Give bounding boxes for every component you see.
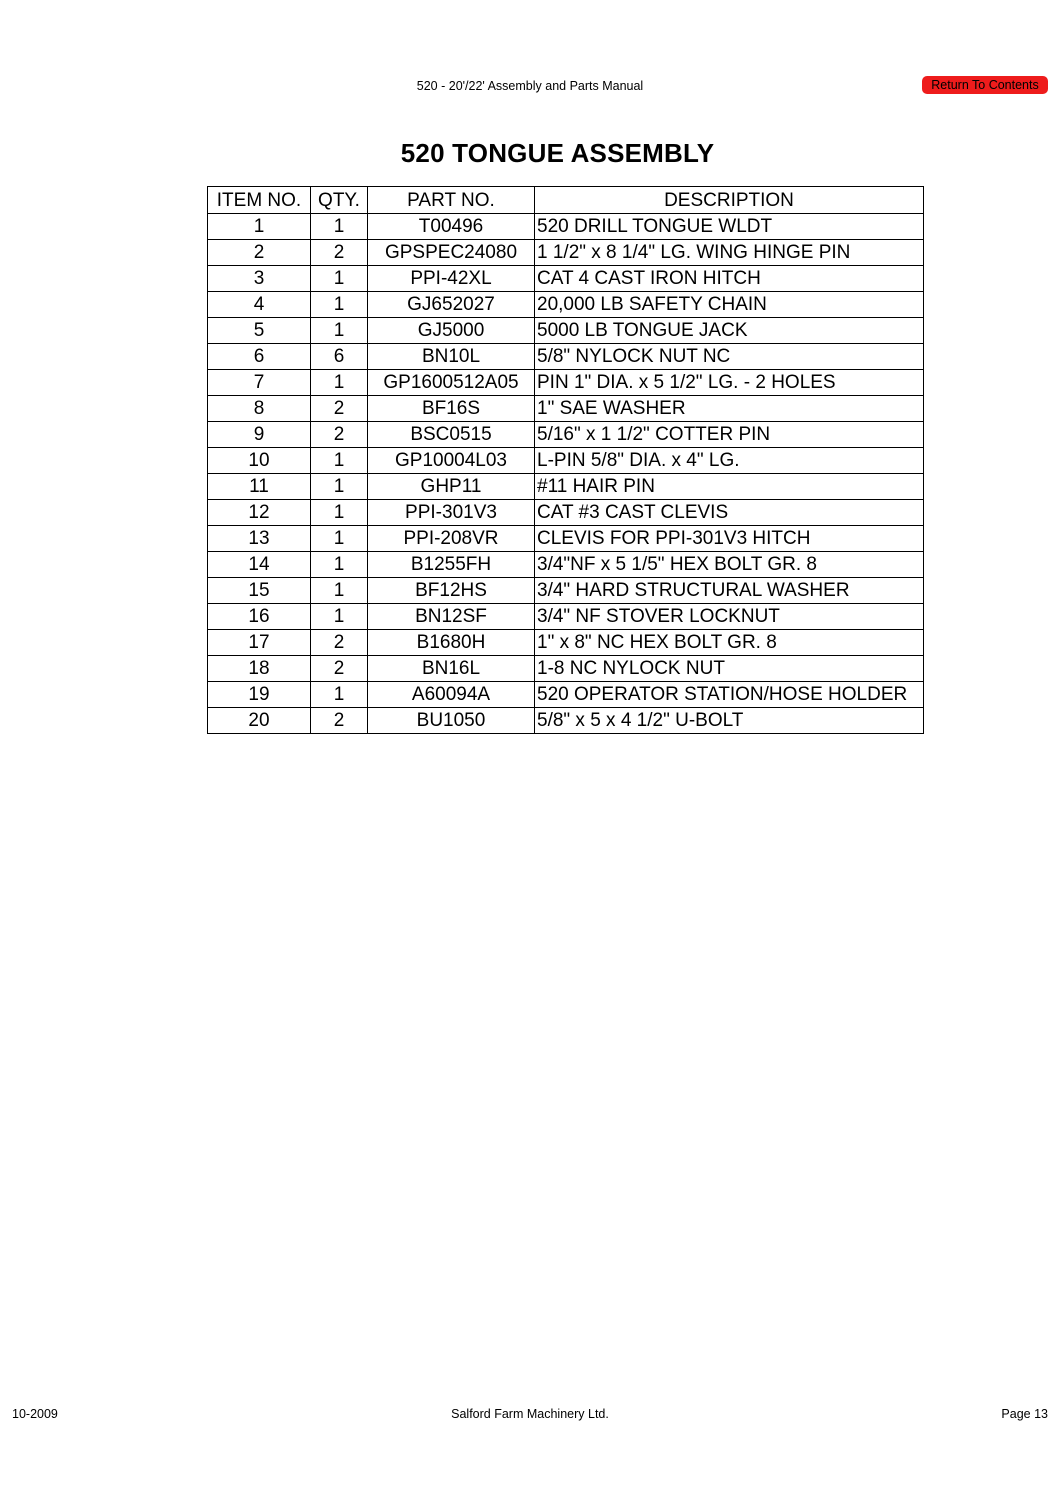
table-row [208, 240, 924, 266]
table-row [208, 500, 924, 526]
part-no-cell: BN16L [368, 656, 535, 682]
table-row [208, 292, 924, 318]
part-no-cell: GP10004L03 [368, 448, 535, 474]
footer-company: Salford Farm Machinery Ltd. [451, 1407, 609, 1421]
qty-cell: 1 [311, 604, 368, 630]
part-no-cell: A60094A [368, 682, 535, 708]
item-no-cell: 18 [208, 656, 311, 682]
qty-cell: 1 [311, 448, 368, 474]
table-row [208, 708, 924, 734]
qty-cell: 1 [311, 526, 368, 552]
description-cell: 1 1/2" x 8 1/4" LG. WING HINGE PIN [535, 240, 924, 266]
table-row [208, 422, 924, 448]
description-cell: 520 OPERATOR STATION/HOSE HOLDER [535, 682, 924, 708]
table-row [208, 526, 924, 552]
footer-page-number: Page 13 [1001, 1407, 1048, 1421]
item-no-cell: 17 [208, 630, 311, 656]
part-no-cell: BU1050 [368, 708, 535, 734]
table-row [208, 578, 924, 604]
qty-cell: 1 [311, 214, 368, 240]
description-cell: 1" x 8" NC HEX BOLT GR. 8 [535, 630, 924, 656]
item-no-cell: 4 [208, 292, 311, 318]
table-row [208, 656, 924, 682]
item-no-cell: 3 [208, 266, 311, 292]
table-row [208, 474, 924, 500]
description-cell: 1-8 NC NYLOCK NUT [535, 656, 924, 682]
description-cell: 3/4" HARD STRUCTURAL WASHER [535, 578, 924, 604]
part-no-cell: PPI-42XL [368, 266, 535, 292]
description-cell: 5000 LB TONGUE JACK [535, 318, 924, 344]
item-no-cell: 14 [208, 552, 311, 578]
footer-date: 10-2009 [12, 1407, 58, 1421]
part-no-cell: PPI-208VR [368, 526, 535, 552]
description-cell: 5/8" NYLOCK NUT NC [535, 344, 924, 370]
part-no-cell: B1680H [368, 630, 535, 656]
part-no-cell: BF16S [368, 396, 535, 422]
description-cell: PIN 1" DIA. x 5 1/2" LG. - 2 HOLES [535, 370, 924, 396]
description-cell: CAT #3 CAST CLEVIS [535, 500, 924, 526]
manual-header-title: 520 - 20'/22' Assembly and Parts Manual [416, 79, 644, 93]
part-no-cell: GP1600512A05 [368, 370, 535, 396]
part-no-cell: BN12SF [368, 604, 535, 630]
qty-cell: 1 [311, 552, 368, 578]
table-row [208, 630, 924, 656]
item-no-cell: 9 [208, 422, 311, 448]
qty-cell: 6 [311, 344, 368, 370]
item-no-cell: 1 [208, 214, 311, 240]
description-cell: 520 DRILL TONGUE WLDT [535, 214, 924, 240]
item-no-cell: 15 [208, 578, 311, 604]
description-cell: 20,000 LB SAFETY CHAIN [535, 292, 924, 318]
parts-table-body [208, 214, 924, 734]
table-row [208, 448, 924, 474]
item-no-cell: 11 [208, 474, 311, 500]
part-no-cell: B1255FH [368, 552, 535, 578]
item-no-cell: 10 [208, 448, 311, 474]
table-row [208, 604, 924, 630]
qty-cell: 1 [311, 500, 368, 526]
table-header-row [208, 187, 924, 214]
qty-cell: 1 [311, 266, 368, 292]
description-cell: 3/4"NF x 5 1/5" HEX BOLT GR. 8 [535, 552, 924, 578]
part-no-cell: GJ5000 [368, 318, 535, 344]
description-cell: CAT 4 CAST IRON HITCH [535, 266, 924, 292]
qty-cell: 2 [311, 656, 368, 682]
description-cell: #11 HAIR PIN [535, 474, 924, 500]
description-cell: CLEVIS FOR PPI-301V3 HITCH [535, 526, 924, 552]
description-cell: 3/4" NF STOVER LOCKNUT [535, 604, 924, 630]
qty-cell: 1 [311, 318, 368, 344]
table-row [208, 266, 924, 292]
qty-cell: 2 [311, 708, 368, 734]
item-no-cell: 16 [208, 604, 311, 630]
qty-cell: 2 [311, 422, 368, 448]
description-cell: 5/16" x 1 1/2" COTTER PIN [535, 422, 924, 448]
column-header-qty: QTY. [311, 187, 368, 214]
item-no-cell: 6 [208, 344, 311, 370]
qty-cell: 2 [311, 396, 368, 422]
part-no-cell: BF12HS [368, 578, 535, 604]
table-row [208, 214, 924, 240]
return-to-contents-button[interactable]: Return To Contents [922, 76, 1048, 94]
column-header-part-no: PART NO. [368, 187, 535, 214]
qty-cell: 1 [311, 292, 368, 318]
qty-cell: 1 [311, 578, 368, 604]
page-title: 520 TONGUE ASSEMBLY [400, 138, 715, 168]
part-no-cell: T00496 [368, 214, 535, 240]
item-no-cell: 20 [208, 708, 311, 734]
table-row [208, 552, 924, 578]
description-cell: 5/8" x 5 x 4 1/2" U-BOLT [535, 708, 924, 734]
part-no-cell: PPI-301V3 [368, 500, 535, 526]
qty-cell: 1 [311, 682, 368, 708]
item-no-cell: 7 [208, 370, 311, 396]
qty-cell: 1 [311, 370, 368, 396]
item-no-cell: 13 [208, 526, 311, 552]
part-no-cell: BSC0515 [368, 422, 535, 448]
item-no-cell: 12 [208, 500, 311, 526]
description-cell: L-PIN 5/8" DIA. x 4" LG. [535, 448, 924, 474]
item-no-cell: 19 [208, 682, 311, 708]
column-header-item-no: ITEM NO. [208, 187, 311, 214]
table-row [208, 396, 924, 422]
qty-cell: 2 [311, 630, 368, 656]
description-cell: 1" SAE WASHER [535, 396, 924, 422]
table-row [208, 370, 924, 396]
qty-cell: 2 [311, 240, 368, 266]
table-row [208, 682, 924, 708]
part-no-cell: BN10L [368, 344, 535, 370]
parts-table [207, 186, 924, 734]
table-row [208, 318, 924, 344]
item-no-cell: 2 [208, 240, 311, 266]
item-no-cell: 5 [208, 318, 311, 344]
qty-cell: 1 [311, 474, 368, 500]
item-no-cell: 8 [208, 396, 311, 422]
part-no-cell: GJ652027 [368, 292, 535, 318]
part-no-cell: GHP11 [368, 474, 535, 500]
table-row [208, 344, 924, 370]
part-no-cell: GPSPEC24080 [368, 240, 535, 266]
column-header-description: DESCRIPTION [535, 187, 924, 214]
